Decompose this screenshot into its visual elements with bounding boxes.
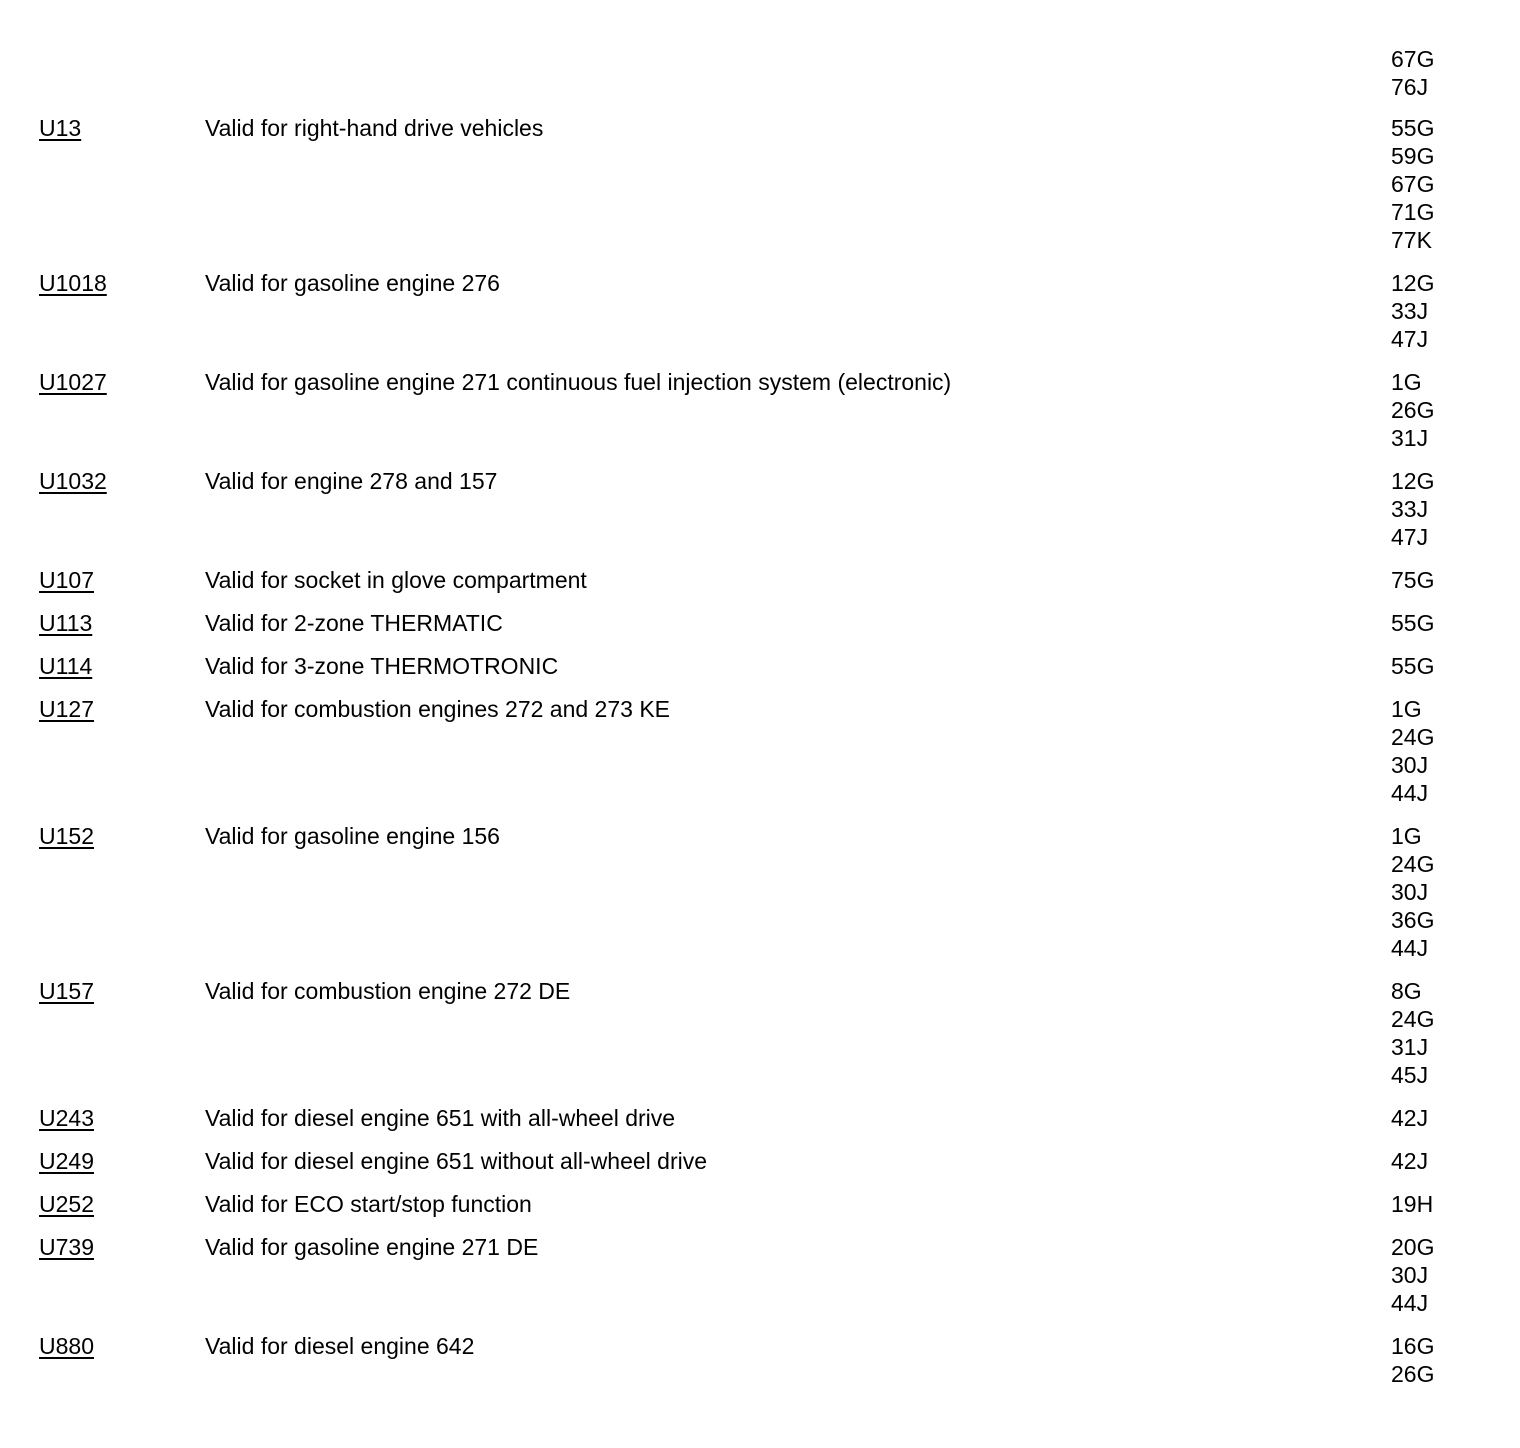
reference-code: 55G: [1391, 653, 1435, 679]
table-row: [0, 1332, 1520, 1388]
reference-list: [1391, 566, 1511, 594]
table-row: [0, 1104, 1520, 1132]
validity-code-link[interactable]: U157: [39, 978, 94, 1004]
reference-code: 20G: [1391, 1234, 1435, 1260]
validity-description: Valid for diesel engine 651 with all-wheel drive: [205, 1105, 676, 1131]
reference-code: 31J: [1391, 425, 1429, 451]
reference-code: 33J: [1391, 496, 1429, 522]
validity-code-link[interactable]: U113: [39, 610, 93, 636]
reference-code: 12G: [1391, 270, 1435, 296]
validity-code-link[interactable]: U107: [39, 567, 94, 593]
validity-code-link[interactable]: U152: [39, 823, 94, 849]
reference-list: [1391, 1147, 1511, 1175]
reference-code: 24G: [1391, 724, 1435, 750]
table-row: [0, 1147, 1520, 1175]
reference-code: 47J: [1391, 524, 1429, 550]
validity-description: Valid for gasoline engine 271 continuous fuel injection system (electronic): [205, 369, 952, 395]
reference-list: [1391, 114, 1511, 254]
validity-description: Valid for socket in glove compartment: [205, 567, 587, 593]
reference-code: 16G: [1391, 1333, 1435, 1359]
reference-code: 59G: [1391, 143, 1435, 169]
reference-list: [1391, 269, 1511, 353]
continued-references: [1391, 45, 1434, 101]
reference-list: [1391, 822, 1511, 962]
reference-code: 24G: [1391, 1006, 1435, 1032]
reference-list: [1391, 695, 1511, 807]
validity-description: Valid for gasoline engine 156: [205, 823, 500, 849]
reference-code: 26G: [1391, 397, 1435, 423]
reference-code: 42J: [1391, 1148, 1429, 1174]
table-row: [0, 1233, 1520, 1317]
reference-code: 24G: [1391, 851, 1435, 877]
table-row: [0, 822, 1520, 962]
reference-code: 42J: [1391, 1105, 1429, 1131]
validity-description: Valid for diesel engine 642: [205, 1333, 475, 1359]
reference-code: 36G: [1391, 907, 1435, 933]
reference-list: [1391, 1190, 1511, 1218]
reference-code: 71G: [1391, 199, 1435, 225]
validity-code-link[interactable]: U1027: [39, 369, 107, 395]
table-row: [0, 695, 1520, 807]
reference-list: [1391, 1233, 1511, 1317]
validity-description: Valid for gasoline engine 271 DE: [205, 1234, 539, 1260]
reference-code: 44J: [1391, 780, 1429, 806]
validity-description: Valid for diesel engine 651 without all-wheel drive: [205, 1148, 708, 1174]
table-row: [0, 368, 1520, 452]
reference-code: 77K: [1391, 227, 1432, 253]
table-row: [0, 1190, 1520, 1218]
validity-code-link[interactable]: U243: [39, 1105, 94, 1131]
validity-description: Valid for combustion engines 272 and 273 KE: [205, 696, 670, 722]
table-row: [0, 269, 1520, 353]
reference-code: 1G: [1391, 696, 1422, 722]
reference-list: [1391, 977, 1511, 1089]
reference-code: 44J: [1391, 1290, 1429, 1316]
validity-description: Valid for ECO start/stop function: [205, 1191, 532, 1217]
reference-code: 30J: [1391, 752, 1429, 778]
reference-code: 44J: [1391, 935, 1429, 961]
validity-description: Valid for gasoline engine 276: [205, 270, 500, 296]
validity-code-link[interactable]: U252: [39, 1191, 94, 1217]
validity-description: Valid for combustion engine 272 DE: [205, 978, 571, 1004]
reference-code: 1G: [1391, 823, 1422, 849]
validity-code-link[interactable]: U739: [39, 1234, 94, 1260]
validity-code-link[interactable]: U114: [39, 653, 93, 679]
table-row: [0, 114, 1520, 254]
validity-code-link[interactable]: U13: [39, 115, 82, 141]
reference-list: [1391, 652, 1511, 680]
reference-code: 45J: [1391, 1062, 1429, 1088]
reference-code: 55G: [1391, 610, 1435, 636]
table-row: [0, 977, 1520, 1089]
reference-code: 67G: [1391, 46, 1435, 72]
reference-list: [1391, 368, 1511, 452]
reference-code: 76J: [1391, 74, 1429, 100]
table-row: [0, 467, 1520, 551]
validity-code-link[interactable]: U1018: [39, 270, 107, 296]
reference-code: 67G: [1391, 171, 1435, 197]
validity-code-link[interactable]: U127: [39, 696, 94, 722]
reference-code: 8G: [1391, 978, 1422, 1004]
reference-code: 55G: [1391, 115, 1435, 141]
validity-description: Valid for right-hand drive vehicles: [205, 115, 544, 141]
table-row: [0, 652, 1520, 680]
reference-code: 75G: [1391, 567, 1435, 593]
reference-code: 47J: [1391, 326, 1429, 352]
reference-code: 12G: [1391, 468, 1435, 494]
reference-code: 30J: [1391, 1262, 1429, 1288]
reference-code: 33J: [1391, 298, 1429, 324]
validity-code-table: [0, 114, 1520, 1403]
reference-list: [1391, 609, 1511, 637]
validity-description: Valid for 3-zone THERMOTRONIC: [205, 653, 559, 679]
table-row: [0, 566, 1520, 594]
reference-list: [1391, 467, 1511, 551]
reference-code: 19H: [1391, 1191, 1434, 1217]
validity-description: Valid for 2-zone THERMATIC: [205, 610, 503, 636]
reference-code: 26G: [1391, 1361, 1435, 1387]
validity-code-link[interactable]: U1032: [39, 468, 107, 494]
validity-code-link[interactable]: U880: [39, 1333, 94, 1359]
reference-list: [1391, 1104, 1511, 1132]
validity-code-link[interactable]: U249: [39, 1148, 94, 1174]
reference-code: 31J: [1391, 1034, 1429, 1060]
table-row: [0, 609, 1520, 637]
reference-code: 30J: [1391, 879, 1429, 905]
reference-list: [1391, 1332, 1511, 1388]
reference-code: 1G: [1391, 369, 1422, 395]
validity-description: Valid for engine 278 and 157: [205, 468, 498, 494]
